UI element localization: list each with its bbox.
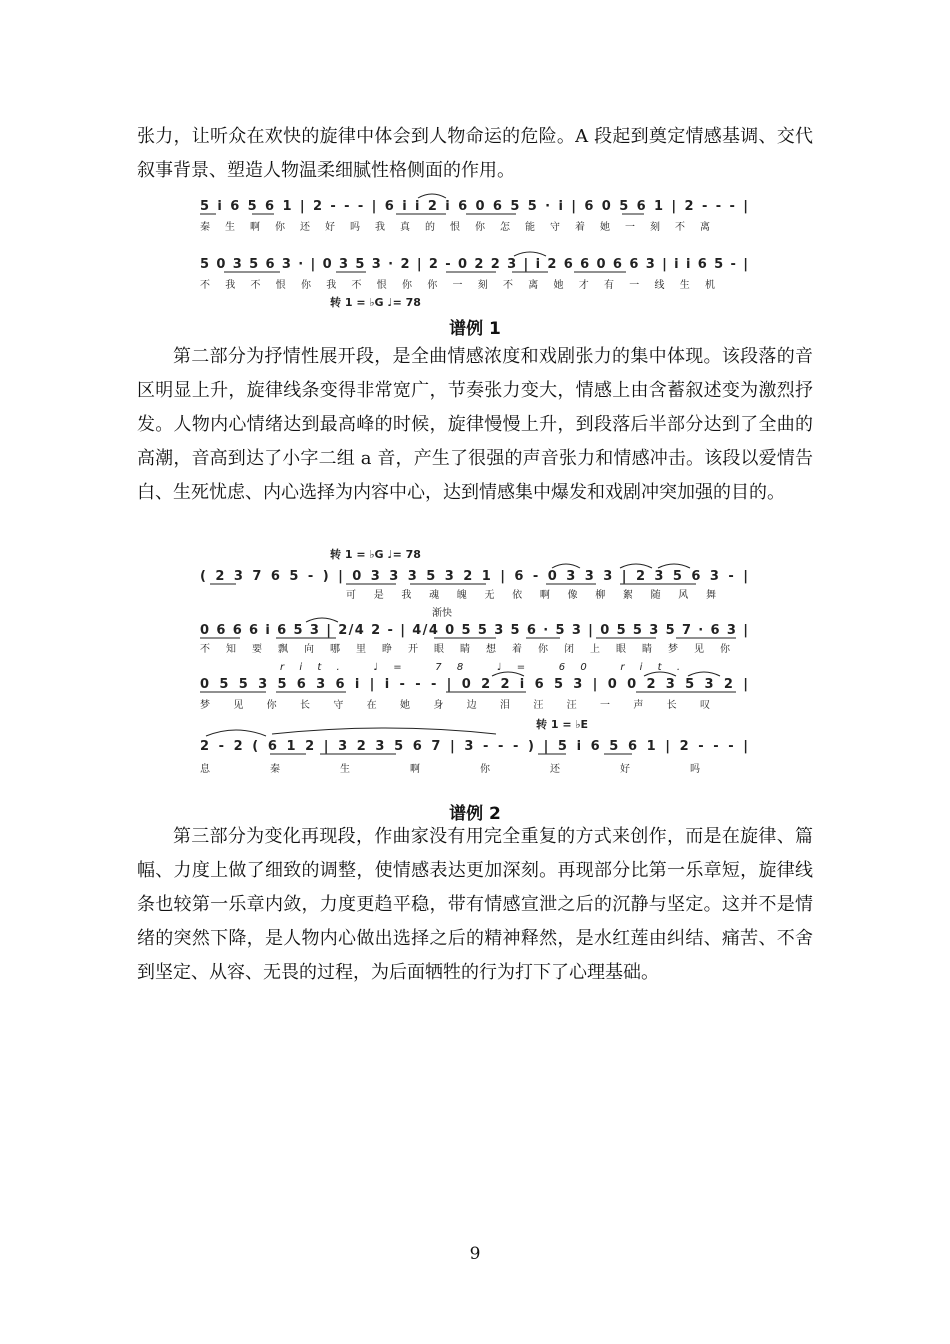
score1-key-change: 转 1 = ♭G ♩= 78 <box>330 296 421 309</box>
paragraph-1: 张力，让听众在欢快的旋律中体会到人物命运的危险。A 段起到奠定情感基调、交代叙事背景、塑造人物温柔细腻性格侧面的作用。 <box>137 126 813 181</box>
paragraph-2: 第二部分为抒情性展开段，是全曲情感浓度和戏剧张力的集中体现。该段落的音区明显上升，旋律线条变得非常宽广，节奏张力变大，情感上由含蓄叙述变为激烈抒发。人物内心情绪达到最高峰的时候，旋律慢慢上升，到段落后半部分达到了全曲的高潮，音高到达了小字二组 a 音，产生了很强的声音张力和情感冲击。该段以爱情告白、生死忧虑、内心选择为内容中心，达到情感集中爆发和戏剧冲突加强的目的。 <box>137 346 813 503</box>
paragraph-3: 第三部分为变化再现段，作曲家没有用完全重复的方式来创作，而是在旋律、篇幅、力度上做了细致的调整，使情感表达更加深刻。再现部分比第一乐章短，旋律线条也较第一乐章内敛，力度更趋平稳，带有情感宣泄之后的沉静与坚定。这并不是情绪的突然下降，是人物内心做出选择之后的精神释然，是水红莲由纠结、痛苦、不舍到坚定、从容、无畏的过程，为后面牺牲的行为打下了心理基础。 <box>137 826 813 983</box>
page-number: 9 <box>469 1244 481 1264</box>
score1-row2-notes: 5 0 3 5 6 3 · | 0 3 5 3 · 2 | 2 - 0 2 2 3 | i 2 6 6 0 6 6 3 | i i 6 5 - | <box>200 257 748 272</box>
score2-row4-lyrics: 息 秦 生 啊 你 还 好 吗 <box>200 764 700 775</box>
score2-row4-notes: 2 - 2 ( 6 1 2 | 3 2 3 5 6 7 | 3 - - - ) | 5 i 6 5 6 1 | 2 - - - | <box>200 739 748 754</box>
caption-example-1: 谱例 1 <box>449 319 501 339</box>
score2-row3-marking: rit. ♩= 78 ♩= 60 rit. <box>280 662 680 673</box>
score2-row3-lyrics: 梦 见 你 长 守 在 她 身 边 泪 汪 汪 一 声 长 叹 <box>200 700 710 711</box>
score1-row2-lyrics: 不 我 不 恨 你 我 不 恨 你 你 一 刻 不 离 她 才 有 一 线 生 机 <box>200 280 715 291</box>
score-example-1 <box>196 192 756 310</box>
score2-row2-marking: 渐快 <box>432 608 452 619</box>
score2-row1-lyrics: 可 是 我 魂 魄 无 依 啊 像 柳 絮 随 风 舞 <box>346 590 717 601</box>
score2-top-marking: 转 1 = ♭G ♩= 78 <box>330 548 421 561</box>
score1-row1-notes: 5 i 6 5 6 1 | 2 - - - | 6 i i 2 i 6 0 6 5 5 · i | 6 0 5 6 1 | 2 - - - | <box>200 199 749 214</box>
score1-row1-lyrics: 秦 生 啊 你 还 好 吗 我 真 的 恨 你 怎 能 守 着 她 一 刻 不 离 <box>200 222 710 233</box>
score-example-2 <box>196 546 756 790</box>
score2-row1-notes: ( 2 3 7 6 5 - ) | 0 3 3 3 5 3 2 1 | 6 - 0 3 3 3 | 2 3 5 6 3 - | <box>200 569 748 584</box>
score2-row2-notes: 0 6 6 6 i 6 5 3 | 2/4 2 - | 4/4 0 5 5 3 5 6 · 5 3 | 0 5 5 3 5 7 · 6 3 | <box>200 623 748 638</box>
score2-row4-marking: 转 1 = ♭E <box>536 718 589 731</box>
caption-example-2: 谱例 2 <box>449 804 501 824</box>
score2-row3-notes: 0 5 5 3 5 6 3 6 i | i - - - | 0 2 2 i 6 5 3 | 0 0 2 3 5 3 2 | <box>200 677 748 692</box>
score2-row2-lyrics: 不 知 要 飘 向 哪 里 睁 开 眼 睛 想 着 你 闭 上 眼 睛 梦 见 你 <box>200 644 730 655</box>
